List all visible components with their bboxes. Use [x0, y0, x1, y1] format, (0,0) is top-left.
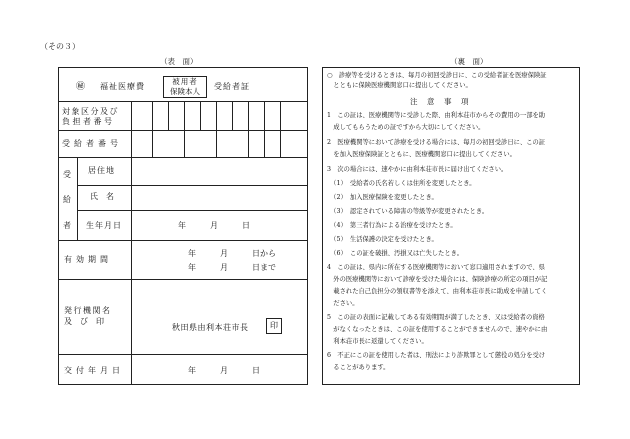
line-v — [216, 101, 217, 157]
note-line: を加入医療保険証とともに、医療機関窓口に提出してください。 — [327, 151, 516, 158]
note-line: ださい。 — [327, 300, 359, 307]
title-left: 福祉医療費 — [100, 82, 145, 91]
line-h — [77, 185, 308, 186]
note-line: （4） 第三者行為による治療を受けたとき。 — [327, 222, 457, 229]
birth-value: 年 月 日 — [178, 221, 250, 230]
note-line: 5 この証の表面に記載してある有効期間が満了したとき、又は受給者の資格 — [327, 314, 545, 321]
line-h — [58, 101, 308, 102]
line-v — [232, 101, 233, 130]
recipient-vertical-2: 給 — [63, 195, 71, 204]
note-line: 3 次の場合には、速やかに由利本荘市長に届け出てください。 — [327, 166, 508, 173]
title-box-top: 被用者 — [172, 77, 198, 86]
recipient-no-label: 受給者番号 — [62, 139, 122, 148]
recipient-vertical-1: 受 — [63, 170, 71, 179]
back-header: （裏 面） — [450, 57, 488, 66]
line-h — [77, 210, 308, 211]
issuer-label-2: 及 び 印 — [64, 317, 104, 326]
note-line: （6） この証を破損、汚損又は亡失したとき。 — [327, 250, 463, 257]
note-line: （3） 認定されている障害の等級等が変更されたとき。 — [327, 208, 489, 215]
issue-date-value: 年 月 日 — [188, 366, 260, 375]
recipient-vertical-3: 者 — [63, 221, 71, 230]
title-box-bottom: 保険本人 — [170, 87, 200, 96]
validity-label: 有効期間 — [64, 255, 112, 264]
name-label: 氏 名 — [90, 192, 114, 201]
note-line: がなくなったときは、この証を使用することができませんので、速やかに由 — [327, 326, 548, 333]
note-line: 4 この証は、県内に所在する医療機関等において窓口適用されますので、県 — [327, 264, 545, 271]
line-h — [58, 157, 308, 158]
note-line: 2 医療機関等において診療を受ける場合には、毎月の初回受診日に、この証 — [327, 139, 546, 146]
line-v — [152, 101, 153, 157]
line-v — [184, 101, 185, 157]
note-line: 利本荘市長に返還してください。 — [327, 338, 428, 345]
line-h — [58, 354, 308, 355]
category-label-2: 負担者番号 — [62, 117, 115, 126]
validity-from: 年 月 日から — [188, 249, 276, 258]
address-label: 居住地 — [88, 166, 115, 175]
title-right: 受給者証 — [214, 82, 250, 91]
line-v — [248, 101, 249, 157]
note-line: （5） 生活保護の決定を受けたとき。 — [327, 236, 438, 243]
note-line: とともに保険医療機関窓口に提出してください。 — [327, 82, 472, 89]
seal-box: 印 — [266, 318, 282, 334]
line-h — [58, 279, 308, 280]
note-line: 載された自己負担分の領収書等を添えて、由利本荘市長に助成を申請してく — [327, 288, 548, 295]
note-line: 外の医療機関等において診療を受けた場合には、保険診療の所定の項目が記 — [327, 276, 548, 283]
line-v — [77, 157, 78, 240]
notes-heading: 注 意 事 項 — [410, 97, 470, 106]
note-line: （2） 加入医療保険を変更したとき。 — [327, 194, 438, 201]
note-line: 6 不正にこの証を使用した者は、刑法により詐欺罪として懲役の処分を受け — [327, 352, 546, 359]
line-v — [264, 101, 265, 157]
note-line: 1 この証は、医療機関等に受診した際、由利本荘市からその費用の一部を助 — [327, 112, 546, 119]
note-line: （1） 受給者の氏名若しくは住所を変更したとき。 — [327, 180, 476, 187]
line-v — [131, 101, 132, 385]
note-line: ○ 診療等を受けるときは、毎月の初回受診日に、この受給者証を医療保険証 — [327, 72, 547, 79]
note-line: 成してもらうための証ですから大切にしてください。 — [327, 124, 485, 131]
line-v — [168, 101, 169, 130]
issuer-name: 秋田県由利本荘市長 — [172, 323, 249, 332]
line-h — [58, 130, 308, 131]
page-label: （その３） — [40, 42, 80, 51]
note-line: ることがあります。 — [327, 364, 390, 371]
line-v — [200, 101, 201, 130]
validity-to: 年 月 日まで — [188, 263, 276, 272]
issuer-label-1: 発行機関名 — [64, 306, 112, 315]
front-header: （表 面） — [160, 57, 198, 66]
birth-label: 生年月日 — [86, 221, 122, 230]
line-v — [280, 101, 281, 157]
title-box — [163, 76, 207, 98]
line-h — [58, 240, 308, 241]
category-label-1: 対象区分及び — [62, 107, 119, 116]
issue-date-label: 交付年月日 — [64, 366, 124, 375]
confidential-symbol: ㊙ — [76, 82, 86, 92]
